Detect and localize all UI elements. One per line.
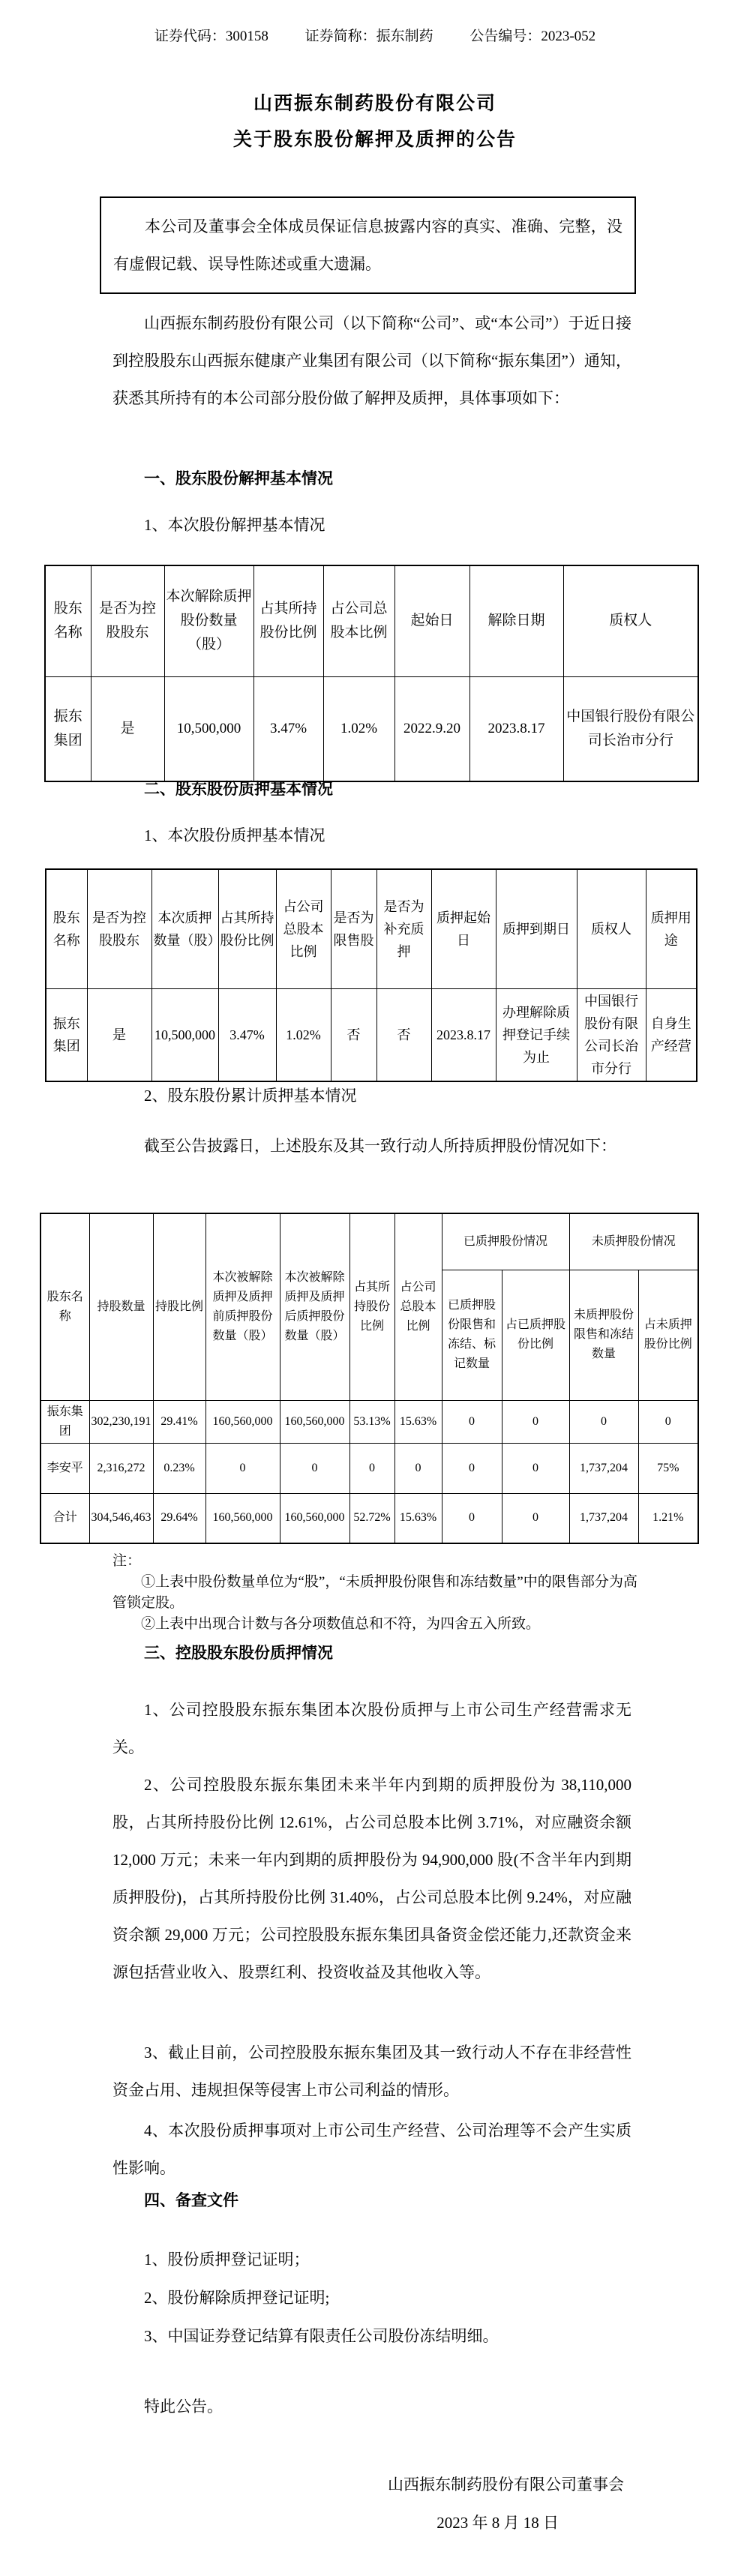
table-cell: 2023.8.17 <box>431 988 496 1081</box>
table-cell: 160,560,000 <box>206 1493 280 1543</box>
table-cell: 0.23% <box>153 1443 206 1493</box>
intro-paragraph: 山西振东制药股份有限公司（以下简称“公司”、或“本公司”）于近日接到控股股东山西振东健康产业集团有限公司（以下简称“振东集团”）通知，获悉其所持有的本公司部分股份做了解押及质押，具体事项如下： <box>112 314 632 407</box>
table-cell: 15.63% <box>394 1493 442 1543</box>
note-1: ①上表中股份数量单位为“股”，“未质押股份限售和冻结数量”中的限售部分为高管锁定股。 <box>112 1574 638 1611</box>
table-header: 质权人 <box>577 869 646 988</box>
table-header: 质押用途 <box>646 869 697 988</box>
table-cell: 304,546,463 <box>89 1493 153 1543</box>
table-header: 占其所持股份比例 <box>218 869 276 988</box>
table-row <box>40 1443 698 1493</box>
table-header: 解除日期 <box>470 565 563 676</box>
table-group-header: 未质押股份情况 <box>569 1213 698 1270</box>
table-header: 占已质押股份比例 <box>502 1270 569 1400</box>
table-cell: 53.13% <box>350 1400 394 1443</box>
table-header-row <box>46 869 697 988</box>
table-cell: 自身生产经营 <box>646 988 697 1081</box>
section3-paragraph-4: 4、本次股份质押事项对上市公司生产经营、公司治理等不会产生实质性影响。 <box>112 2122 632 2177</box>
table-cell: 是 <box>91 676 164 781</box>
table-header: 是否为补充质押 <box>376 869 431 988</box>
table-cell: 160,560,000 <box>280 1400 350 1443</box>
table-header: 占其所持股份比例 <box>254 565 323 676</box>
table-header: 本次解除质押股份数量（股） <box>164 565 254 676</box>
declaration-box: 本公司及董事会全体成员保证信息披露内容的真实、准确、完整，没有虚假记载、误导性陈述或重大遗漏。 <box>100 196 636 294</box>
table-header: 是否为控股股东 <box>87 869 152 988</box>
notes-label: 注： <box>112 1553 142 1569</box>
table-header: 质押到期日 <box>496 869 577 988</box>
cumulative-intro-paragraph: 截至公告披露日，上述股东及其一致行动人所持质押股份情况如下： <box>144 1137 616 1155</box>
announcement-date: 2023 年 8 月 18 日 <box>436 2514 559 2532</box>
table-cell: 0 <box>206 1443 280 1493</box>
table-header: 股东名称 <box>45 565 91 676</box>
document-title-company: 山西振东制药股份有限公司 <box>253 94 496 114</box>
table-header: 持股数量 <box>89 1213 153 1400</box>
table-cell: 振东集团 <box>45 676 91 781</box>
table-cell: 1.02% <box>323 676 394 781</box>
table-cell: 29.41% <box>153 1400 206 1443</box>
board-signature: 山西振东制药股份有限公司董事会 <box>388 2476 624 2494</box>
announcement-number: 公告编号：2023-052 <box>470 28 596 44</box>
table-cell: 0 <box>442 1443 502 1493</box>
table-header-row <box>45 565 698 676</box>
table-total-row <box>40 1493 698 1543</box>
table-group-header: 已质押股份情况 <box>442 1213 569 1270</box>
table-cell: 0 <box>502 1493 569 1543</box>
section3-heading: 三、控股股东股份质押情况 <box>144 1644 333 1662</box>
table-cell: 1,737,204 <box>569 1443 638 1493</box>
table-cell: 29.64% <box>153 1493 206 1543</box>
table-header: 未质押股份限售和冻结数量 <box>569 1270 638 1400</box>
table-cell: 否 <box>376 988 431 1081</box>
table-cell: 办理解除质押登记手续为止 <box>496 988 577 1081</box>
table-cell: 0 <box>280 1443 350 1493</box>
table-cell: 10,500,000 <box>152 988 218 1081</box>
table-cell: 振东集团 <box>40 1400 89 1443</box>
table-header: 股东名称 <box>40 1213 89 1400</box>
cumulative-pledge-table <box>40 1213 699 1544</box>
table-header: 占公司总股本比例 <box>323 565 394 676</box>
table-notes <box>112 1551 638 1635</box>
table-cell: 振东集团 <box>46 988 87 1081</box>
stock-code: 证券代码：300158 <box>154 28 268 44</box>
table-row <box>45 676 698 781</box>
table-cell: 0 <box>442 1400 502 1443</box>
table-header: 本次质押数量（股） <box>152 869 218 988</box>
table-header: 质押起始日 <box>431 869 496 988</box>
section1-heading: 一、股东股份解押基本情况 <box>144 469 333 487</box>
table-group-header-row <box>40 1213 698 1270</box>
table-header: 质权人 <box>563 565 698 676</box>
table-cell: 中国银行股份有限公司长治市分行 <box>577 988 646 1081</box>
table-header: 起始日 <box>394 565 470 676</box>
table-cell: 0 <box>502 1400 569 1443</box>
table-header: 已质押股份限售和冻结、标记数量 <box>442 1270 502 1400</box>
table-header: 持股比例 <box>153 1213 206 1400</box>
table-cell: 中国银行股份有限公司长治市分行 <box>563 676 698 781</box>
table-cell: 0 <box>442 1493 502 1543</box>
section3-paragraph-1: 1、公司控股股东振东集团本次股份质押与上市公司生产经营需求无关。 <box>112 1701 632 1756</box>
table-cell: 2023.8.17 <box>470 676 563 781</box>
section3-paragraph-3: 3、截止目前，公司控股股东振东集团及其一致行动人不存在非经营性资金占用、违规担保等侵害上市公司利益的情形。 <box>112 2044 632 2099</box>
table-cell: 160,560,000 <box>280 1493 350 1543</box>
table-cell: 2,316,272 <box>89 1443 153 1493</box>
table-row <box>46 988 697 1081</box>
table-cell: 0 <box>502 1443 569 1493</box>
document-title-subject: 关于股东股份解押及质押的公告 <box>232 130 517 150</box>
table-header: 是否为控股股东 <box>91 565 164 676</box>
table-cell: 2022.9.20 <box>394 676 470 781</box>
table-cell: 302,230,191 <box>89 1400 153 1443</box>
table-cell: 1,737,204 <box>569 1493 638 1543</box>
table-cell: 1.21% <box>638 1493 698 1543</box>
table-cell: 1.02% <box>276 988 331 1081</box>
table-header: 是否为限售股 <box>331 869 376 988</box>
note-2: ②上表中出现合计数与各分项数值总和不符，为四舍五入所致。 <box>141 1616 541 1632</box>
table-cell: 160,560,000 <box>206 1400 280 1443</box>
table-cell: 10,500,000 <box>164 676 254 781</box>
table-cell: 52.72% <box>350 1493 394 1543</box>
closing-statement: 特此公告。 <box>144 2398 223 2416</box>
reference-documents-list <box>144 2241 499 2356</box>
table-header: 本次被解除质押及质押后质押股份数量（股） <box>280 1213 350 1400</box>
list-item: 1、股份质押登记证明； <box>144 2251 310 2269</box>
section1-subheading: 1、本次股份解押基本情况 <box>144 516 326 534</box>
table-cell: 75% <box>638 1443 698 1493</box>
section3-paragraph-2: 2、公司控股股东振东集团未来半年内到期的质押股份为 38,110,000 股，占其所持股份比例 12.61%，占公司总股本比例 3.71%，对应融资余额 12,000 万元；未来一年内到期的质押股份为 94,900,000 股(不含半年内到期质押股份)，占其所持股份比例 31.40%，占公司总股本比例 9.24%，对应融资余额 29,000 万元；公司控股股东振东集团具备资金偿还能力,还款资金来源包括营业收入、股票红利、投资收益及其他收入等。 <box>112 1776 632 1981</box>
new-pledge-table <box>45 868 698 1082</box>
table-cell: 是 <box>87 988 152 1081</box>
section4-heading: 四、备查文件 <box>144 2191 238 2209</box>
section2-subheading1: 1、本次股份质押基本情况 <box>144 826 326 844</box>
table-cell: 0 <box>638 1400 698 1443</box>
table-row <box>40 1400 698 1443</box>
table-header: 占其所持股份比例 <box>350 1213 394 1400</box>
table-cell: 3.47% <box>254 676 323 781</box>
list-item: 3、中国证券登记结算有限责任公司股份冻结明细。 <box>144 2327 499 2345</box>
list-item: 2、股份解除质押登记证明; <box>144 2289 330 2307</box>
table-cell: 0 <box>350 1443 394 1493</box>
document-meta-line <box>0 25 750 45</box>
table-header: 股东名称 <box>46 869 87 988</box>
table-cell: 3.47% <box>218 988 276 1081</box>
table-header: 占公司总股本比例 <box>394 1213 442 1400</box>
table-cell: 0 <box>569 1400 638 1443</box>
section2-subheading2: 2、股东股份累计质押基本情况 <box>144 1087 357 1105</box>
release-pledge-table <box>44 565 699 782</box>
stock-short-name: 证券简称：振东制药 <box>304 28 434 44</box>
table-cell: 15.63% <box>394 1400 442 1443</box>
table-cell: 否 <box>331 988 376 1081</box>
table-header: 占公司总股本比例 <box>276 869 331 988</box>
table-cell: 合计 <box>40 1493 89 1543</box>
table-header: 本次被解除质押及质押前质押股份数量（股） <box>206 1213 280 1400</box>
table-cell: 0 <box>394 1443 442 1493</box>
section2-heading: 二、股东股份质押基本情况 <box>144 780 333 798</box>
table-cell: 李安平 <box>40 1443 89 1493</box>
table-header: 占未质押股份比例 <box>638 1270 698 1400</box>
